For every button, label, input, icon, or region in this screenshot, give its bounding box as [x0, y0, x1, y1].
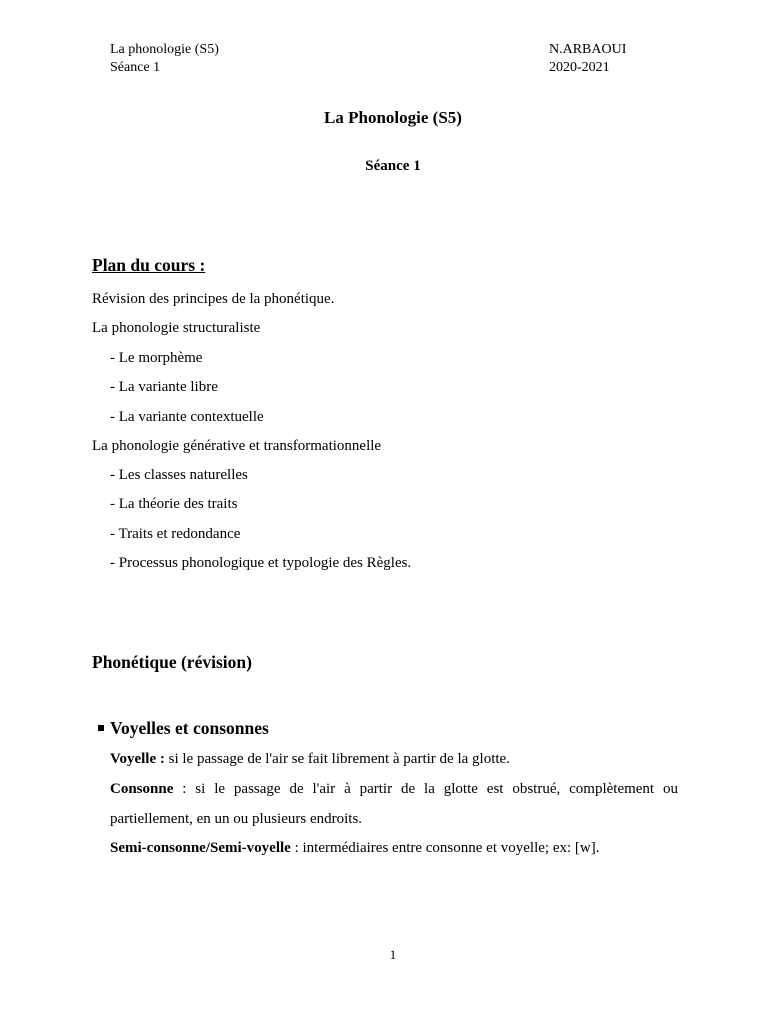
plan-subitem: - Les classes naturelles	[110, 467, 248, 483]
plan-subitem: - La variante contextuelle	[110, 409, 264, 425]
voyelle-term: Voyelle :	[110, 751, 165, 767]
plan-subitem: - La variante libre	[110, 379, 218, 395]
header-right	[549, 41, 626, 77]
voyelles-consonnes-heading	[98, 718, 269, 739]
plan-subitem: - Processus phonologique et typologie des Règles.	[110, 555, 412, 571]
header-author: N.ARBAOUI	[549, 42, 627, 57]
header-course: La phonologie (S5)	[110, 42, 219, 57]
plan-subitem: - La théorie des traits	[110, 496, 238, 512]
header-session: Séance 1	[110, 60, 161, 75]
semi-definition	[110, 834, 678, 864]
phonetique-heading: Phonétique (révision)	[92, 652, 252, 672]
voyelles-consonnes-label: Voyelles et consonnes	[110, 718, 269, 738]
consonne-definition	[110, 775, 678, 834]
plan-subitem: - Le morphème	[110, 350, 203, 366]
semi-text: : intermédiaires entre consonne et voyelle; ex: [w].	[290, 840, 600, 856]
semi-term: Semi-consonne/Semi-voyelle	[110, 840, 291, 856]
consonne-term: Consonne	[110, 781, 174, 797]
plan-heading: Plan du cours :	[92, 255, 206, 275]
voyelle-text: si le passage de l'air se fait librement à partir de la glotte.	[164, 751, 510, 767]
plan-item: Révision des principes de la phonétique.	[92, 291, 335, 307]
document-title: La Phonologie (S5)	[324, 108, 462, 127]
header-year: 2020-2021	[549, 60, 610, 75]
page-number: 1	[389, 947, 397, 962]
square-bullet-icon	[98, 725, 104, 731]
voyelle-definition	[110, 745, 678, 775]
consonne-text: : si le passage de l'air à partir de la glotte est obstrué, complètement ou partiellement, en un ou plusieurs endroits.	[110, 781, 678, 827]
plan-subitem: - Traits et redondance	[110, 526, 241, 542]
plan-item: La phonologie structuraliste	[92, 320, 261, 336]
document-subtitle: Séance 1	[365, 158, 421, 174]
header-left	[110, 41, 219, 77]
plan-item: La phonologie générative et transformationnelle	[92, 438, 382, 454]
